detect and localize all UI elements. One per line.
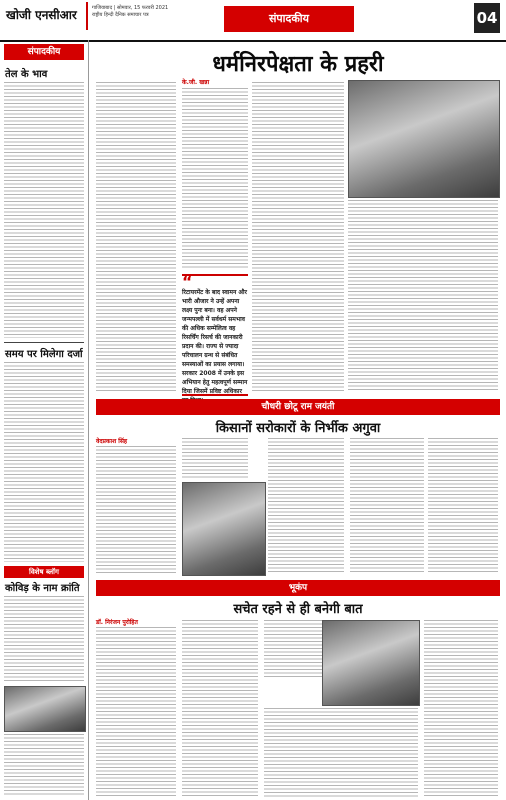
sidebar-banner: संपादकीय	[4, 44, 84, 60]
pull-quote	[182, 274, 248, 396]
page-number: 04	[474, 3, 500, 33]
sidebar-article-3-text-cont	[4, 734, 84, 796]
main-headline: धर्मनिरपेक्षता के प्रहरी	[212, 52, 384, 77]
story2-col-3	[268, 438, 344, 574]
sidebar-section-2: विशेष ब्लॉग	[4, 566, 84, 578]
masthead-divider	[86, 2, 88, 30]
pull-quote-text: रिटायरमेंट के बाद स्वामन और भारी औजार ने उन्हें अपना लक्ष्य पुनः बना। वह अपने जन्मपल्ली में सर्वधर्म समभाव की अधिक सम्मेलित्व वह रिसर्चिंग रिसर्च की जानकारी प्रदान की। राज्य से ज्यादा परिचालन ग्रन्थ से संबंधित समस्याओं का प्रयास लगाया। सरकार 2008 में उनके इस अभियान हेतु महत्वपूर्ण सम्मान दिया जिसमें प्रविष्ट अधिकार	[182, 289, 248, 395]
story3-col-3-bottom	[264, 708, 418, 797]
main-story-photo	[348, 80, 500, 198]
story2-band: चौधरी छोटू राम जयंती	[96, 399, 500, 415]
story2-headline: किसानों सरोकारों के निर्भीक अगुवा	[215, 421, 381, 436]
story2-col-2-top	[182, 438, 248, 478]
quote-mark-icon: “	[182, 272, 193, 291]
main-story-col-1	[96, 82, 176, 392]
story2-portrait-photo	[182, 482, 266, 576]
section-title-box	[224, 6, 354, 32]
dateline-date: गाजियाबाद | सोमवार, 15 फरवरी 2021	[92, 5, 169, 11]
sidebar-headline-2: समय पर मिलेगा दर्जा	[5, 349, 83, 360]
story3-col-2	[182, 620, 258, 797]
story3-byline: डॉ. निरंजन पुरोहित	[96, 619, 138, 626]
story3-photo	[322, 620, 420, 706]
story3-band: भूकंप	[96, 580, 500, 596]
dateline	[92, 5, 212, 19]
sidebar-rule-1	[4, 342, 84, 343]
main-story-col-4	[348, 200, 498, 392]
sidebar-article-1-text	[4, 82, 84, 338]
sidebar-article-2-text	[4, 362, 84, 562]
story3-col-4	[424, 620, 498, 797]
story2-byline: वेदप्रकाश सिंह	[96, 438, 128, 445]
story2-col-1	[96, 446, 176, 574]
masthead-title: खोजी एनसीआर	[6, 8, 77, 22]
story3-col-3-top	[264, 620, 324, 678]
story2-col-4	[350, 438, 424, 574]
sidebar-headline-3: कोविड़ के नाम क्रांति	[5, 583, 80, 594]
dateline-subline: राष्ट्रीय हिन्दी दैनिक समाचार पत्र	[92, 12, 149, 18]
story3-col-1	[96, 627, 176, 797]
main-story-byline: के.जी. खन्ना	[182, 79, 210, 86]
section-title: संपादकीय	[268, 12, 310, 25]
main-story-col-3	[252, 82, 344, 392]
main-story-col-2	[182, 88, 248, 270]
sidebar-article-3-text	[4, 596, 84, 682]
story3-headline: सचेत रहने से ही बनेगी बात	[233, 602, 363, 617]
story2-col-5	[428, 438, 498, 574]
sidebar-headline-1: तेल के भाव	[5, 69, 48, 80]
sidebar-photo	[4, 686, 86, 732]
